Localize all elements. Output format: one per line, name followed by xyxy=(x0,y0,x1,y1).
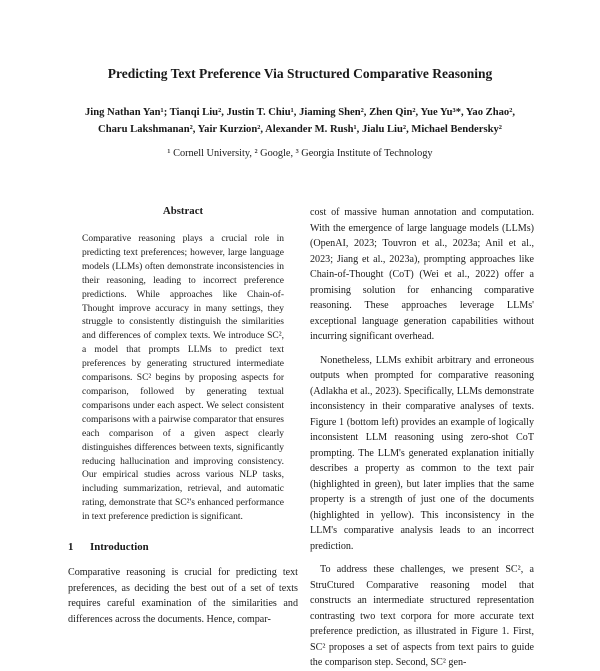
left-column xyxy=(68,205,298,627)
author-line-1: Jing Nathan Yan¹; Tianqi Liu², Justin T. Chiu¹, Jiaming Shen², Zhen Qin², Yue Yu³*, Yao Zhao², xyxy=(84,107,516,118)
section-heading-introduction xyxy=(68,541,298,553)
right-column xyxy=(310,205,534,671)
paper-title: Predicting Text Preference Via Structured Comparative Reasoning xyxy=(107,66,493,81)
affiliations: ¹ Cornell University, ² Google, ³ Georgia Institute of Technology xyxy=(167,148,433,159)
intro-paragraph-2: Nonetheless, LLMs exhibit arbitrary and erroneous outputs when prompted for comparative reasoning (Adlakha et al., 2023). Specifically, LLMs demonstrate inconsistency in their comparative analyses of texts. Figure 1 (bottom left) provides an example of logically inconsistent LLM reasoning using zero-shot CoT prompting. The LLM's generated explanation initially describes a property as common to the text pair (highlighted in green), but later implies that the same property is a strength of just one of the documents (highlighted in yellow). This inconsistency in the LLM's comparative analysis leads to an incorrect prediction. xyxy=(310,354,534,552)
intro-paragraph-3: To address these challenges, we present SC², a StruCtured Comparative reasoning model that constructs an intermediate structured representation contrasting two text corpora for more accurate text preference prediction, as illustrated in Figure 1. First, SC² proposes a set of aspects from text pairs to guide the comparison step. Second, SC² gen- xyxy=(310,564,534,668)
intro-paragraph-continued: cost of massive human annotation and computation. With the emergence of large language models (LLMs) (OpenAI, 2023; Touvron et al., 2023a; Anil et al., 2023; Jiang et al., 2023a), prompting approaches like Chain-of-Thought (CoT) (Wei et al., 2022) offer a promising solution for enhancing comparative reasoning. These approaches leverage LLMs' exceptional language generation capabilities without incurring significant overhead. xyxy=(310,207,534,342)
intro-paragraph-1: Comparative reasoning is crucial for predicting text preferences, as deciding the best out of a set of texts requires careful examination of the similarities and differences across the documents. Hence, compar- xyxy=(68,567,298,625)
section-title: Introduction xyxy=(90,541,149,554)
abstract-heading: Abstract xyxy=(162,205,204,217)
author-line-2: Charu Lakshmanan², Yair Kurzion², Alexander M. Rush¹, Jialu Liu², Michael Bendersky² xyxy=(98,124,502,135)
section-number: 1 xyxy=(68,541,74,554)
author-list xyxy=(40,104,560,138)
abstract-text: Comparative reasoning plays a crucial role in predicting text preferences; however, large language models (LLMs) often demonstrate inconsistencies in their reasoning, leading to incorrect preference predictions. While approaches like Chain-of-Thought improve accuracy in many settings, they struggle to consistently distinguish the similarities and differences of complex texts. We introduce SC², a model that prompts LLMs to predict text preferences by generating structured intermediate comparisons. SC² begins by proposing aspects for comparison, followed by generating textual comparisons under each aspect. We select consistent comparisons with a pairwise comparator that ensures each comparison of a given aspect clearly distinguishes differences between texts, significantly reducing hallucination and improving consistency. Our empirical studies across various NLP tasks, including summarization, retrieval, and automatic rating, demonstrate that SC²'s enhanced performance in text preference prediction is significant. xyxy=(82,234,284,523)
